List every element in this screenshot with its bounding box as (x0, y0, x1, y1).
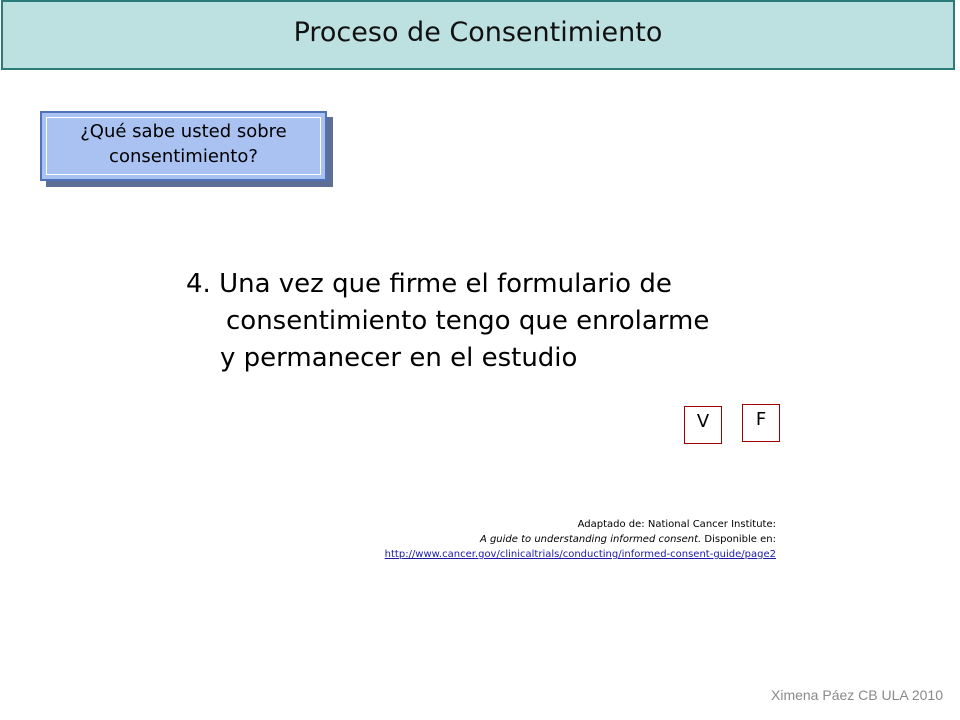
source-link[interactable]: http://www.cancer.gov/clinicaltrials/conducting/informed-consent-guide/page2 (384, 549, 776, 560)
question-box (40, 111, 327, 181)
footer-credit: Ximena Páez CB ULA 2010 (771, 687, 943, 703)
source-line-1: Adaptado de: National Cancer Institute: (577, 519, 776, 530)
statement (186, 266, 826, 377)
slide-title: Proceso de Consentimiento (293, 17, 663, 48)
statement-line-2: consentimiento tengo que enrolarme (226, 306, 710, 336)
slide-title-bar (1, 0, 955, 70)
source-guide-title: A guide to understanding informed consent. (479, 534, 702, 545)
question-line-1: ¿Qué sabe usted sobre (80, 121, 287, 142)
statement-line-1: 4. Una vez que firme el formulario de (186, 269, 672, 299)
question-line-2: consentimiento? (109, 146, 258, 167)
source-citation (256, 517, 776, 562)
answer-false-button[interactable]: F (742, 404, 780, 442)
answer-true-button[interactable]: V (684, 406, 722, 444)
source-line-2 (256, 532, 776, 547)
statement-line-3: y permanecer en el estudio (220, 343, 578, 373)
source-available-at: Disponible en: (701, 534, 776, 545)
